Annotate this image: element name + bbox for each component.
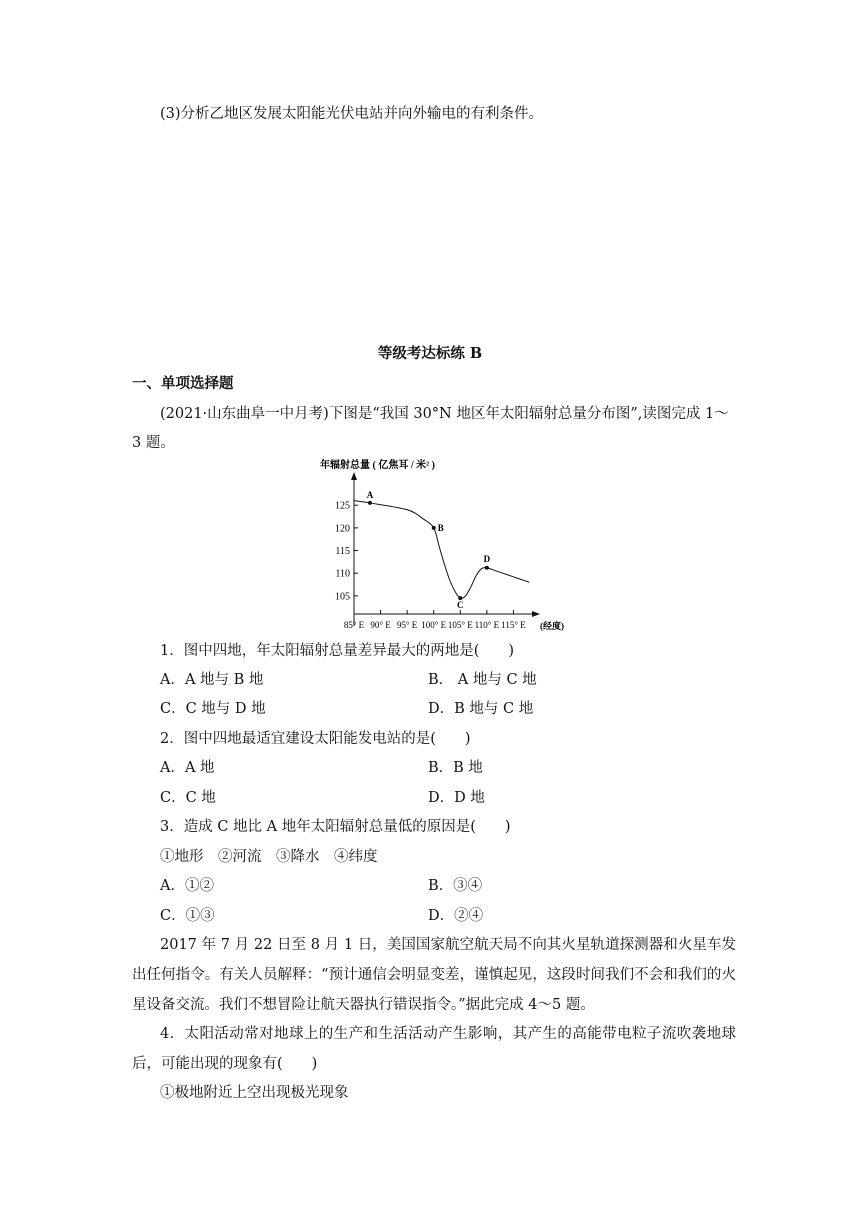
y-tick-label: 110	[335, 568, 350, 580]
radiation-curve	[354, 501, 529, 599]
y-tick-label: 115	[335, 546, 350, 558]
x-tick-label: 85° E	[343, 620, 365, 630]
point-d	[485, 566, 489, 570]
q4-stem: 4．太阳活动常对地球上的生产和生活活动产生影响，其产生的高能带电粒子流吹袭地球后，可能出现的现象有( )	[132, 1026, 736, 1072]
question-3-prev: (3)分析乙地区发展太阳能光伏电站并向外输电的有利条件。	[160, 106, 544, 122]
q1-option-c: C．C 地与 D 地	[160, 701, 266, 717]
chart-xlabel: (经度)	[540, 621, 564, 631]
part-title: 一、单项选择题	[132, 375, 234, 392]
x-tick-label: 90° E	[370, 620, 391, 630]
q2-option-a: A．A 地	[160, 760, 215, 776]
q1-stem: 1．图中四地，年太阳辐射总量差异最大的两地是( )	[160, 643, 515, 659]
q2-option-d: D．D 地	[428, 790, 485, 806]
q1-option-b: B． A 地与 C 地	[428, 672, 537, 688]
q3-option-b: B．③④	[428, 878, 483, 894]
y-tick-label: 125	[335, 500, 350, 512]
x-tick-label: 105° E	[447, 620, 473, 630]
passage-mars: 2017 年 7 月 22 日至 8 月 1 日，美国国家航空航天局不向其火星轨道探测器和火星车发出任何指令。有关人员解释：“预计通信会明显变差，谨慎起见，这段时间我们不会和我们的火星设备交流。我们不想冒险让航天器执行错误指令。”据此完成 4～5 题。	[132, 937, 736, 1013]
point-label-c: C	[457, 600, 464, 611]
x-tick-label: 115° E	[501, 620, 526, 630]
x-tick-label: 95° E	[396, 620, 418, 630]
y-axis-arrow	[351, 472, 357, 480]
x-tick-label: 100° E	[421, 620, 447, 630]
point-label-a: A	[366, 489, 374, 500]
x-tick-label: 110° E	[474, 620, 500, 630]
q1-option-d: D．B 地与 C 地	[428, 701, 534, 717]
q2-option-c: C．C 地	[160, 790, 216, 806]
y-tick-label: 120	[335, 523, 350, 535]
q2-stem: 2．图中四地最适宜建设太阳能发电站的是( )	[160, 731, 471, 747]
q4-item-1: ①极地附近上空出现极光现象	[160, 1085, 349, 1101]
q1-option-a: A．A 地与 B 地	[160, 672, 264, 688]
q3-stem: 3．造成 C 地比 A 地年太阳辐射总量低的原因是( )	[160, 819, 511, 835]
point-label-d: D	[483, 553, 491, 564]
point-b	[432, 526, 436, 530]
q3-option-d: D．②④	[428, 908, 484, 924]
x-axis-arrow	[532, 611, 540, 617]
section-title: 等级考达标练 B	[377, 345, 483, 362]
q2-option-b: B．B 地	[428, 760, 483, 776]
q3-option-a: A．①②	[160, 878, 214, 894]
intro-line-1: (2021·山东曲阜一中月考)下图是“我国 30°N 地区年太阳辐射总量分布图”,读图完成 1～	[160, 406, 729, 422]
point-a	[368, 501, 372, 505]
intro-line-2: 3 题。	[132, 435, 175, 451]
y-tick-label: 105	[335, 591, 350, 603]
point-label-b: B	[437, 522, 444, 533]
solar-radiation-chart	[314, 456, 564, 636]
chart-ylabel: 年辐射总量 ( 亿焦耳 / 米² )	[320, 460, 435, 471]
q3-option-c: C．①③	[160, 908, 215, 924]
q3-items: ①地形 ②河流 ③降水 ④纬度	[160, 849, 378, 865]
